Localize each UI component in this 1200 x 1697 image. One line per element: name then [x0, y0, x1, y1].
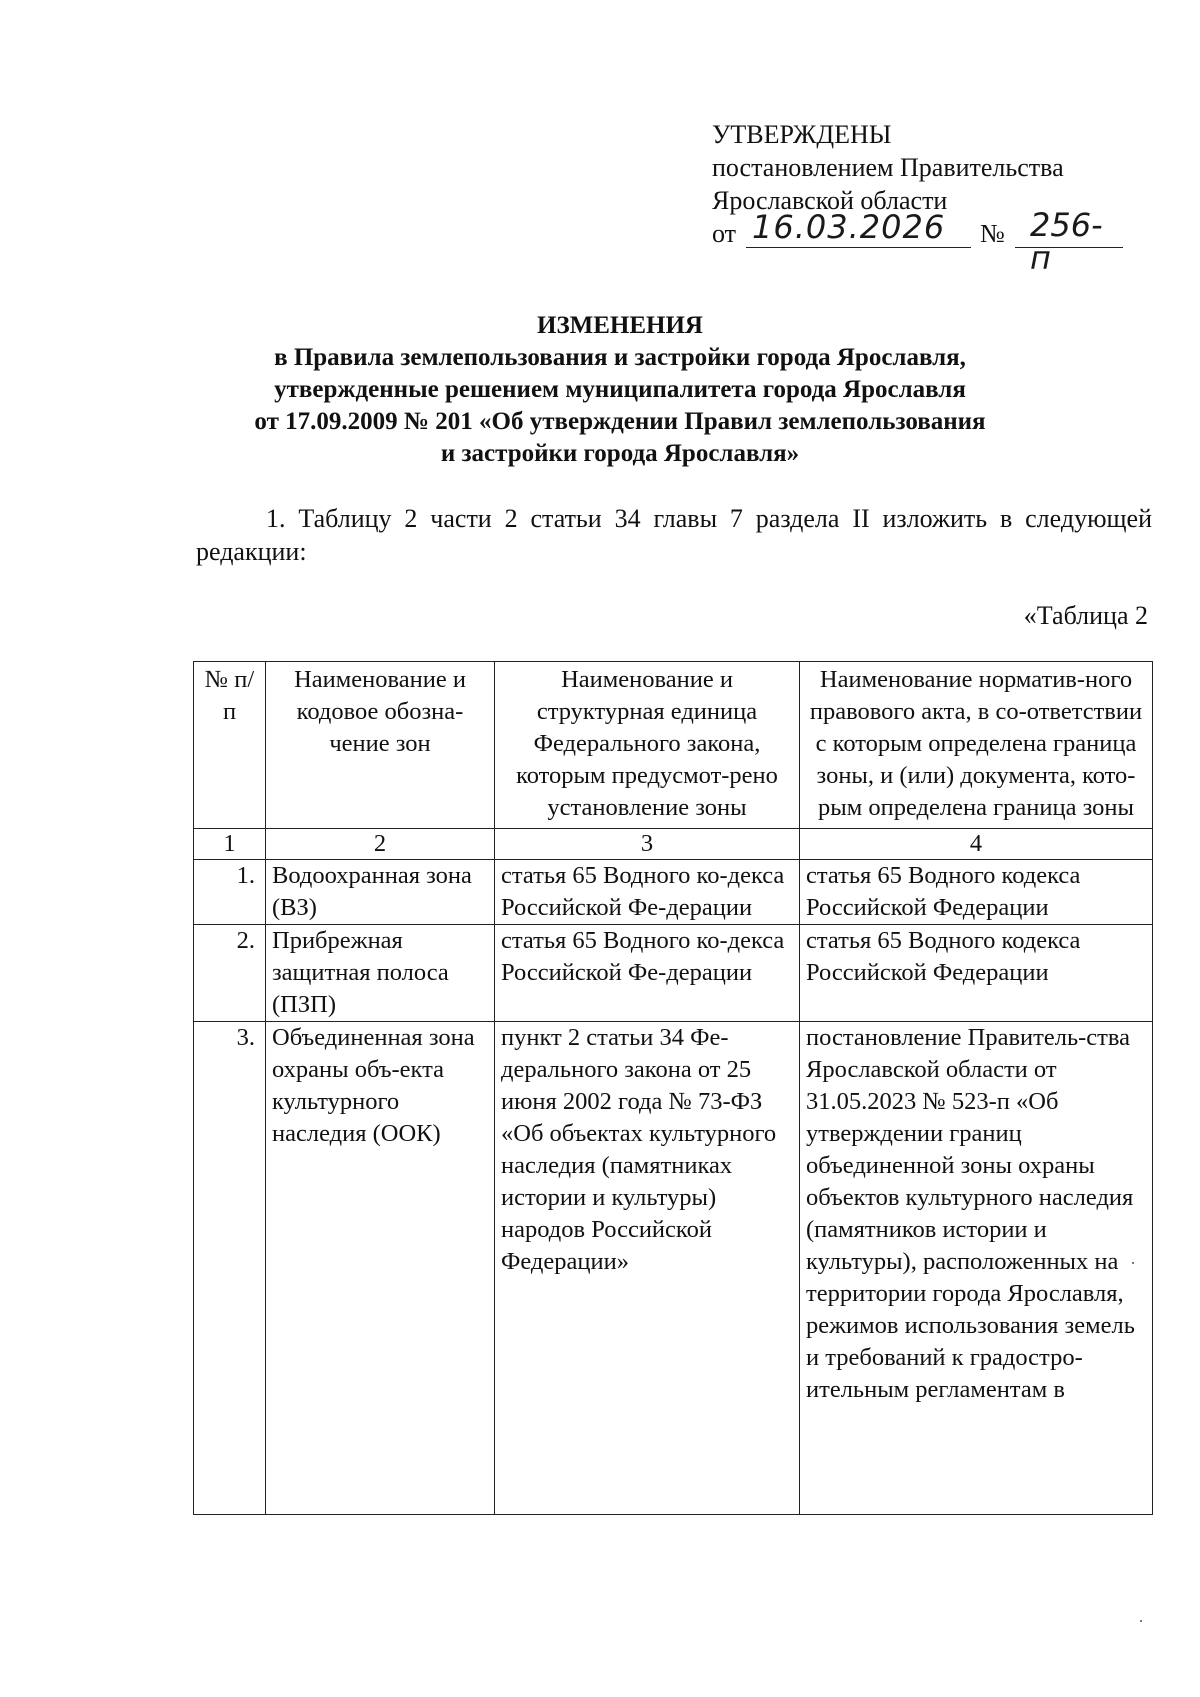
federal-law: статья 65 Водного ко-декса Российской Фе-дерации [495, 925, 800, 1022]
handwritten-number: 256-п [1030, 206, 1103, 277]
table-row [194, 860, 1153, 925]
date-underline [746, 247, 971, 248]
title-line-2: утвержденные решением муниципалитета города Ярославля [274, 376, 966, 403]
title-heading: ИЗМЕНЕНИЯ [537, 312, 703, 339]
row-number: 2. [194, 925, 266, 1022]
normative-act: статья 65 Водного кодекса Российской Федерации [800, 860, 1153, 925]
normative-act: постановление Правитель-ства Ярославской области от 31.05.2023 № 523-п «Об утверждении границ объединенной зоны охраны объектов культурного наследия (памятников истории и культуры), расположенных на территории города Ярославля, режимов использования земель и требований к градостро-ительным регламентам в [800, 1022, 1153, 1515]
row-number: 1. [194, 860, 266, 925]
column-number: 2 [266, 829, 495, 860]
body-paragraph [196, 502, 1152, 568]
handwritten-date: 16.03.2026 [752, 208, 946, 246]
title-line-3: от 17.09.2009 № 201 «Об утверждении Правил землепользования [254, 408, 986, 435]
title-line-4: и застройки города Ярославля» [440, 440, 800, 467]
column-number: 4 [800, 829, 1153, 860]
title-line-1: в Правила землепользования и застройки города Ярославля, [274, 344, 966, 371]
approval-block [712, 118, 1103, 277]
paragraph-text: 1. Таблицу 2 части 2 статьи 34 главы 7 раздела II изложить в следующей редакции: [196, 504, 1152, 566]
column-number: 3 [495, 829, 800, 860]
table-caption: «Таблица 2 [1023, 601, 1148, 630]
scan-speck [1132, 1262, 1134, 1264]
normative-act: статья 65 Водного кодекса Российской Федерации [800, 925, 1153, 1022]
approval-date-number-row [712, 206, 1103, 277]
zones-table [193, 661, 1153, 1515]
header-zone-name: Наименование и кодовое обозна-чение зон [266, 662, 495, 829]
table-row [194, 925, 1153, 1022]
table-header-row [194, 662, 1153, 829]
number-prefix: № [980, 219, 1005, 248]
zone-name: Водоохранная зона (ВЗ) [266, 860, 495, 925]
column-number-row [194, 829, 1153, 860]
federal-law: статья 65 Водного ко-декса Российской Фе-дерации [495, 860, 800, 925]
scan-speck [1140, 1620, 1142, 1622]
table-row [194, 1022, 1153, 1515]
row-number: 3. [194, 1022, 266, 1515]
federal-law: пункт 2 статьи 34 Фе-дерального закона от 25 июня 2002 года № 73-ФЗ «Об объектах культурного наследия (памятниках истории и культуры) народов Российской Федерации» [495, 1022, 800, 1515]
zone-name: Прибрежная защитная полоса (ПЗП) [266, 925, 495, 1022]
document-title [140, 310, 1100, 470]
header-normative-act: Наименование норматив-ного правового акта, в со-ответствии с которым определена граница зоны, и (или) документа, кото-рым определена граница зоны [800, 662, 1153, 829]
zone-name: Объединенная зона охраны объ-екта культурного наследия (ООК) [266, 1022, 495, 1515]
column-number: 1 [194, 829, 266, 860]
approval-line-2: постановлением Правительства [712, 153, 1064, 182]
header-number: № п/п [194, 662, 266, 829]
approval-line-3: Ярославской области [712, 186, 948, 215]
date-prefix: от [712, 219, 737, 248]
approval-title: УТВЕРЖДЕНЫ [712, 120, 892, 149]
header-federal-law: Наименование и структурная единица Федерального закона, которым предусмот-рено установление зоны [495, 662, 800, 829]
